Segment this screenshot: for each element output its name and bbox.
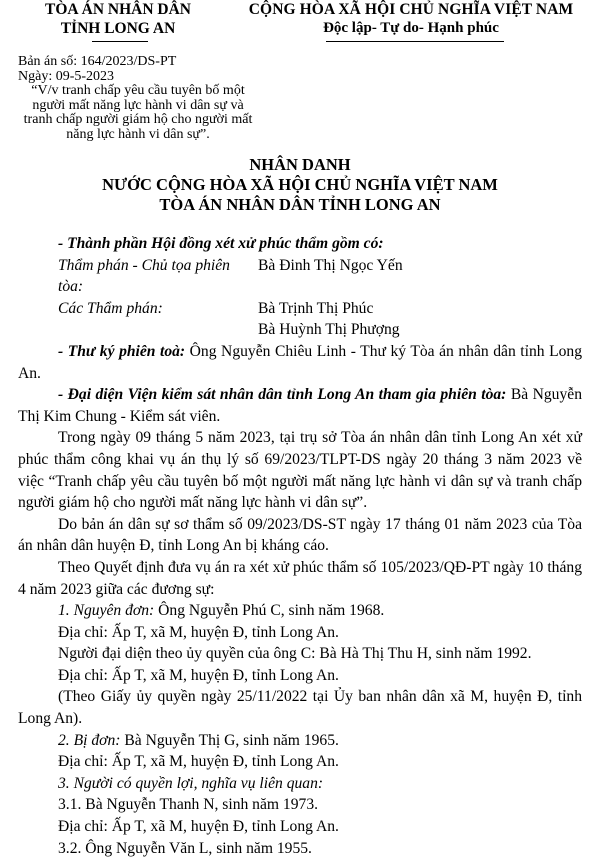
- decision-paragraph: Theo Quyết định đưa vụ án ra xét xử phúc thẩm số 105/2023/QĐ-PT ngày 10 tháng 4 năm 2023 giữa các đương sự:: [18, 558, 582, 598]
- case-number: Bản án số: 164/2023/DS-PT: [18, 54, 177, 69]
- case-date: Ngày: 09-5-2023: [18, 68, 115, 84]
- title-line1: NHÂN DANH: [249, 155, 351, 174]
- title-line3: TÒA ÁN NHÂN DÂN TỈNH LONG AN: [159, 195, 441, 214]
- procuracy-paragraph: [18, 384, 582, 427]
- presiding-label: Thẩm phán - Chủ tọa phiên tòa:: [58, 256, 230, 296]
- appeal-paragraph: Do bản án dân sự sơ thẩm số 09/2023/DS-ST ngày 17 tháng 01 năm 2023 của Tòa án nhân dân huyện Đ, tỉnh Long An bị kháng cáo.: [18, 515, 582, 555]
- case-info-block: [18, 55, 258, 142]
- clerk-text: Ông Nguyễn Chiêu Linh - Thư ký Tòa án nhân dân tỉnh Long An.: [18, 342, 582, 382]
- defendant-text: Bà Nguyễn Thị G, sinh năm 1965.: [120, 731, 339, 749]
- clerk-paragraph: [18, 341, 582, 384]
- country-name: CỘNG HÒA XÃ HỘI CHỦ NGHĨA VIỆT NAM: [248, 1, 574, 18]
- title-line2: NƯỚC CỘNG HÒA XÃ HỘI CHỦ NGHĨA VIỆT NAM: [102, 175, 498, 194]
- court-name-line2: TỈNH LONG AN: [60, 20, 176, 37]
- motto-underline: [326, 41, 504, 42]
- presiding-judge-row: [18, 255, 582, 298]
- case-subject: “V/v tranh chấp yêu cầu tuyên bố một người mất năng lực hành vi dân sự và tranh chấp người giám hộ cho người mất năng lực hành vi dân sự”.: [23, 83, 253, 142]
- judges-row: [18, 298, 582, 320]
- document-title: [0, 155, 600, 215]
- defendant-label: 2. Bị đơn:: [58, 731, 121, 749]
- plaintiff-line: [18, 600, 582, 622]
- plaintiff-label: 1. Nguyên đơn:: [58, 602, 155, 620]
- procuracy-label: - Đại diện Viện kiểm sát nhân dân tỉnh Long An tham gia phiên tòa:: [58, 386, 507, 404]
- representative-line: Người đại diện theo ủy quyền của ông C: Bà Hà Thị Thu H, sinh năm 1992.: [58, 645, 532, 663]
- defendant-line: [18, 730, 582, 752]
- trial-paragraph: Trong ngày 09 tháng 5 năm 2023, tại trụ sở Tòa án nhân dân tỉnh Long An xét xử phúc thẩm công khai vụ án thụ lý số 69/2023/TLPT-DS ngày 20 tháng 3 năm 2023 về việc “Tranh chấp yêu cầu tuyên bố một người mất năng lực hành vi dân sự và tranh chấp người giám hộ cho người mất năng lực hành vi dân sự”.: [18, 429, 582, 512]
- address-line: Địa chỉ: Ấp T, xã M, huyện Đ, tỉnh Long An.: [58, 623, 339, 641]
- presiding-name: Bà Đinh Thị Ngọc Yến: [258, 256, 403, 274]
- address-line: Địa chỉ: Ấp T, xã M, huyện Đ, tỉnh Long An.: [58, 753, 339, 771]
- court-name-header: [18, 0, 218, 38]
- judge1-name: Bà Trịnh Thị Phúc: [258, 299, 374, 317]
- judges-label: Các Thẩm phán:: [58, 299, 163, 317]
- court-name-line1: TÒA ÁN NHÂN DÂN: [45, 1, 191, 18]
- panel-heading: - Thành phần Hội đồng xét xử phúc thẩm gồm có:: [58, 235, 384, 252]
- related-parties-heading: 3. Người có quyền lợi, nghĩa vụ liên quan:: [58, 774, 324, 792]
- related-party-1: 3.1. Bà Nguyễn Thanh N, sinh năm 1973.: [58, 796, 319, 814]
- judgment-body: [18, 233, 582, 859]
- plaintiff-text: Ông Nguyễn Phú C, sinh năm 1968.: [154, 602, 385, 620]
- procuracy-text: Bà Nguyễn Thị Kim Chung - Kiểm sát viên.: [18, 386, 582, 425]
- motto: Độc lập- Tự do- Hạnh phúc: [323, 20, 499, 36]
- judges-row-2: [18, 319, 582, 341]
- address-line: Địa chỉ: Ấp T, xã M, huyện Đ, tỉnh Long An.: [58, 666, 339, 684]
- address-line: Địa chỉ: Ấp T, xã M, huyện Đ, tỉnh Long An.: [58, 818, 339, 836]
- related-party-2: 3.2. Ông Nguyễn Văn L, sinh năm 1955.: [58, 839, 312, 857]
- national-motto-header: [222, 0, 600, 38]
- court-name-underline: [92, 41, 148, 42]
- judges-label-empty: [18, 319, 246, 341]
- authorization-line: (Theo Giấy ủy quyền ngày 25/11/2022 tại Ủy ban nhân dân xã M, huyện Đ, tỉnh Long An).: [18, 688, 582, 728]
- clerk-label: - Thư ký phiên toà:: [58, 342, 186, 360]
- judge2-name: Bà Huỳnh Thị Phượng: [258, 321, 400, 339]
